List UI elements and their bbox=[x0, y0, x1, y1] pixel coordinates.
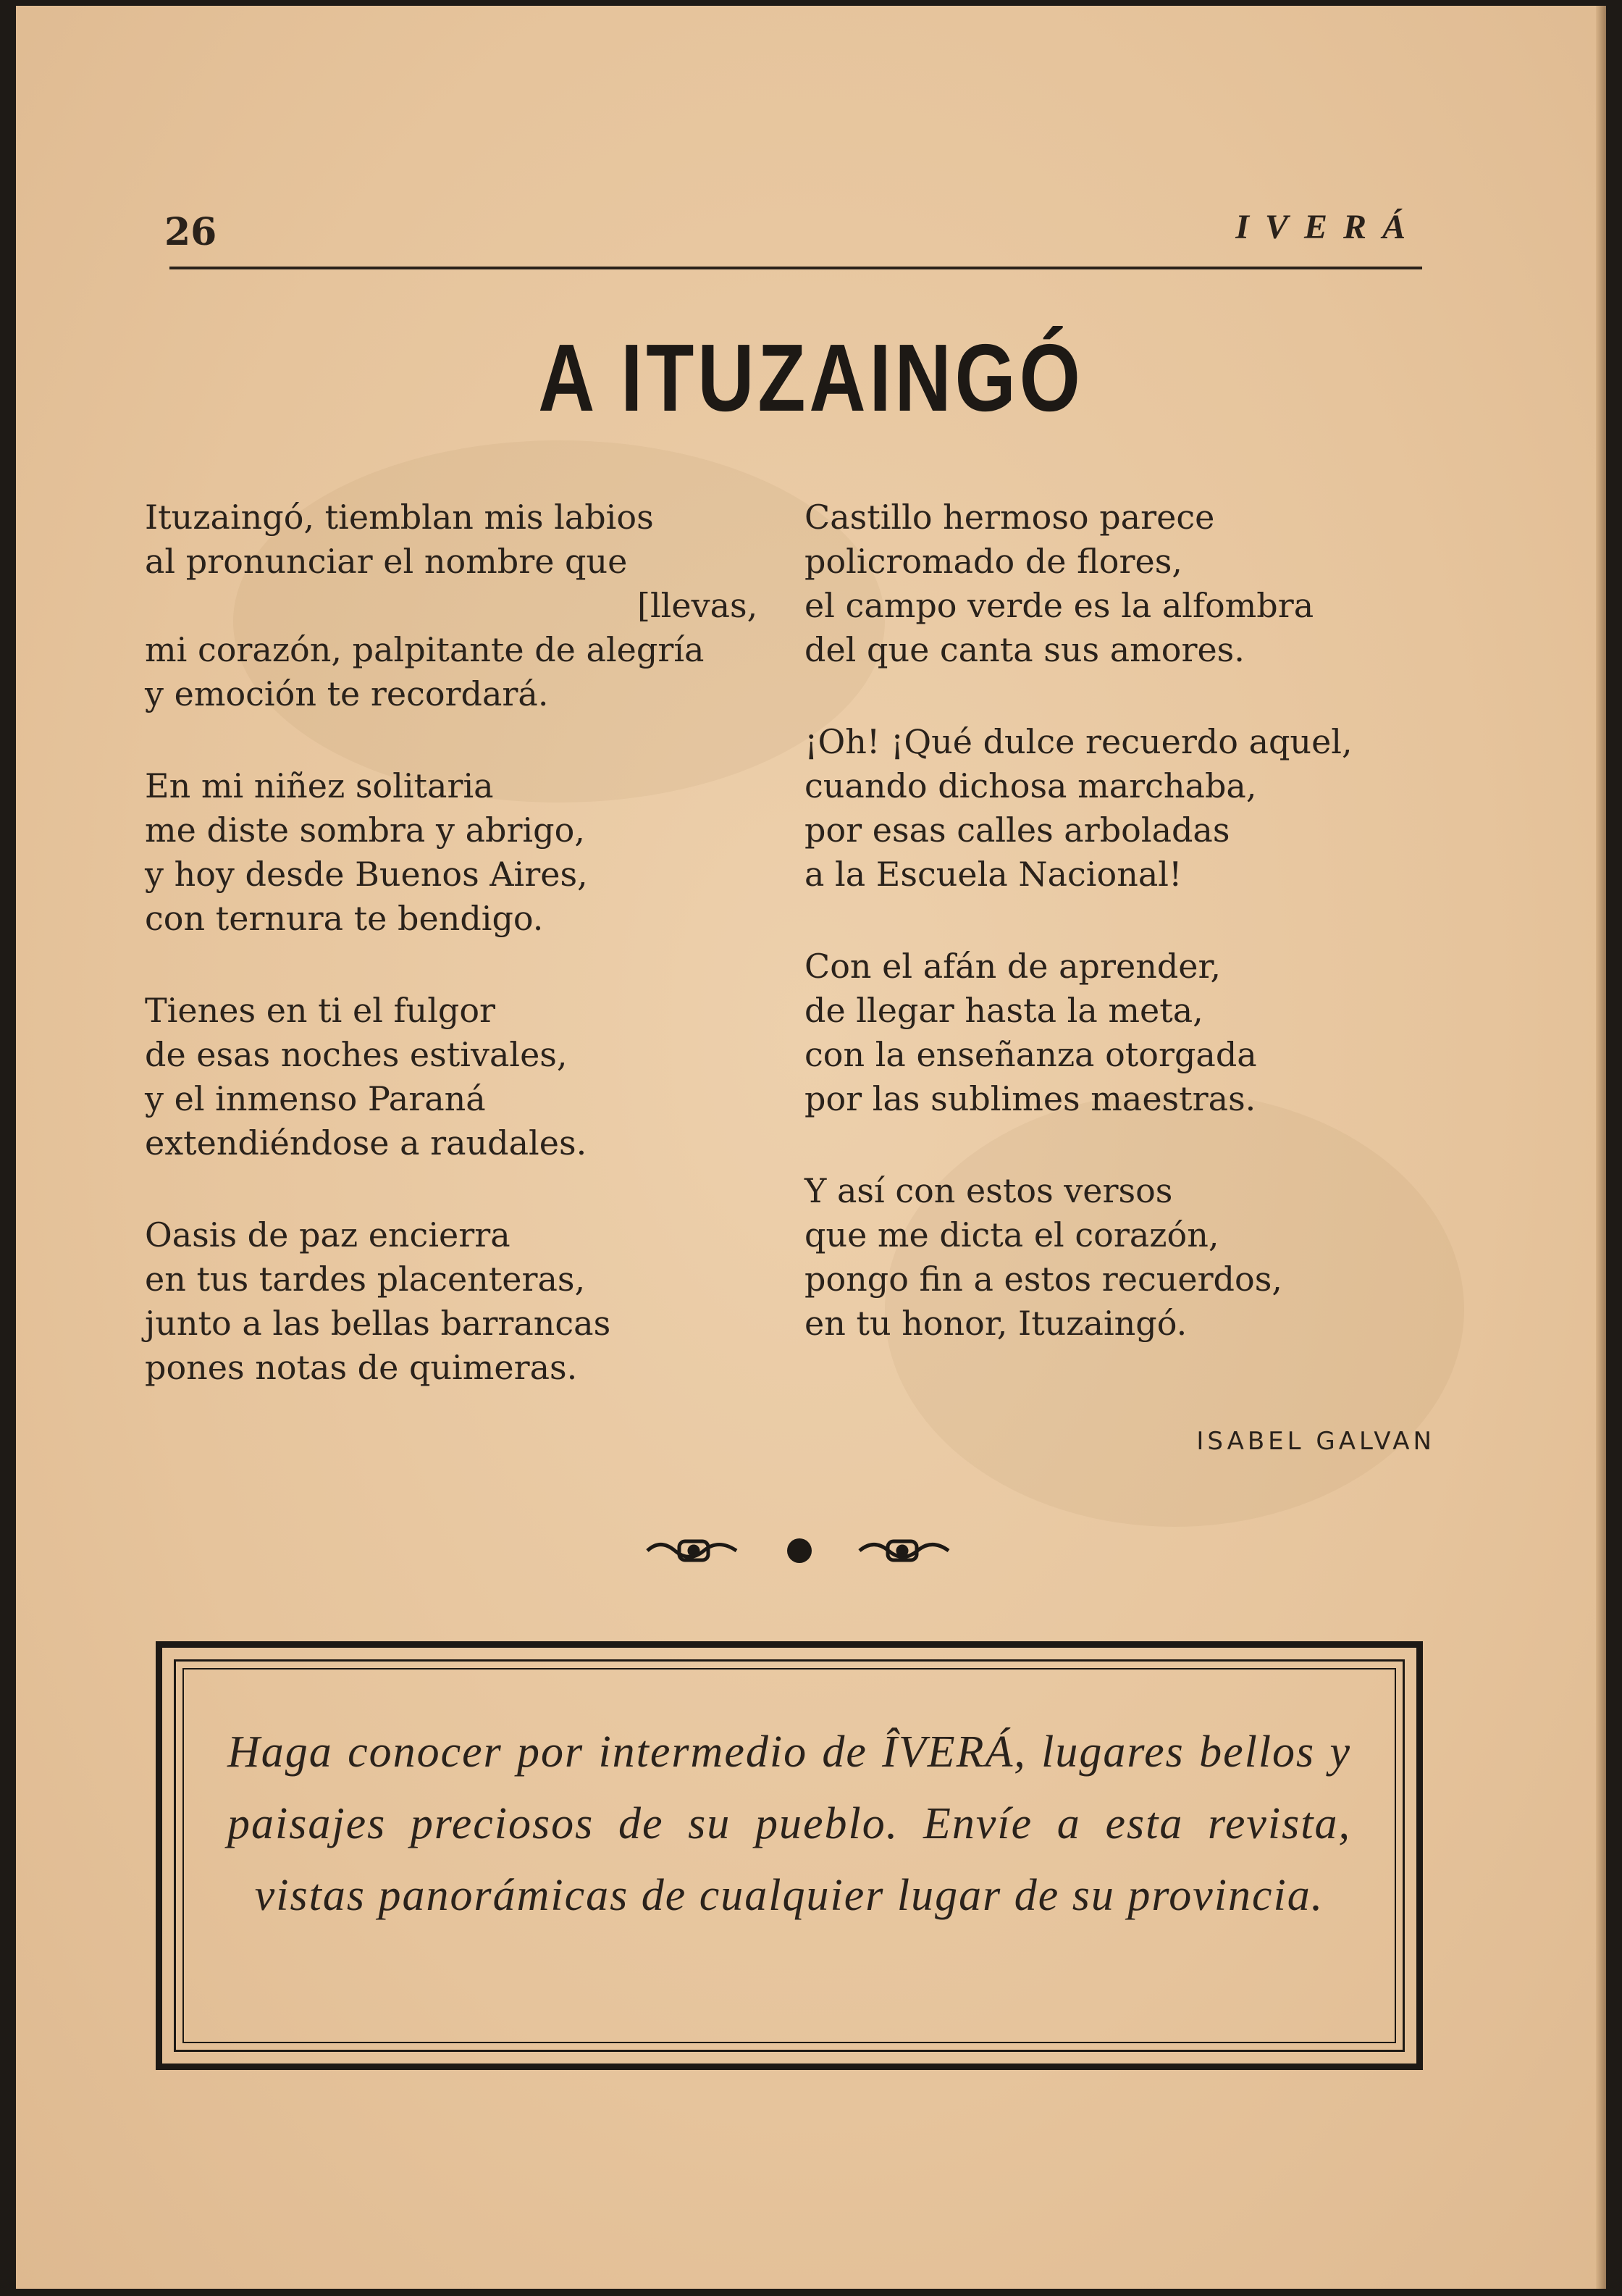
journal-title: IVERÁ bbox=[1235, 208, 1421, 246]
stanza bbox=[145, 1213, 782, 1390]
verse-line: y hoy desde Buenos Aires, bbox=[145, 855, 588, 894]
verse-line: del que canta sus amores. bbox=[804, 630, 1245, 669]
stanza bbox=[145, 495, 782, 716]
stanza bbox=[804, 720, 1442, 897]
verse-line-overflow: [llevas, bbox=[637, 586, 758, 625]
poem-left-column bbox=[145, 495, 782, 1438]
verse-line: a la Escuela Nacional! bbox=[804, 855, 1182, 894]
stanza bbox=[145, 989, 782, 1165]
verse-line: ¡Oh! ¡Qué dulce recuerdo aquel, bbox=[804, 722, 1353, 761]
verse-line: Y así con estos versos bbox=[804, 1171, 1173, 1210]
verse-line: en tus tardes placenteras, bbox=[145, 1260, 586, 1299]
verse-line: y el inmenso Paraná bbox=[145, 1079, 486, 1118]
notice-box bbox=[156, 1641, 1423, 2070]
verse-line: Oasis de paz encierra bbox=[145, 1215, 510, 1254]
verse-line: mi corazón, palpitante de alegría bbox=[145, 630, 705, 669]
verse-line: Castillo hermoso parece bbox=[804, 498, 1215, 537]
verse-line: que me dicta el corazón, bbox=[804, 1215, 1219, 1254]
stanza bbox=[804, 1169, 1442, 1346]
verse-line: en tu honor, Ituzaingó. bbox=[804, 1304, 1188, 1343]
verse-line: y emoción te recordará. bbox=[145, 674, 549, 713]
verse-line: extendiéndose a raudales. bbox=[145, 1123, 587, 1162]
verse-line: el campo verde es la alfombra bbox=[804, 586, 1314, 625]
stanza bbox=[145, 764, 782, 941]
poem-title: A ITUZAINGÓ bbox=[538, 324, 1084, 431]
verse-line: de llegar hasta la meta, bbox=[804, 991, 1203, 1030]
verse-line: pongo fin a estos recuerdos, bbox=[804, 1260, 1282, 1299]
page-edge bbox=[1596, 6, 1606, 2289]
stanza bbox=[804, 944, 1442, 1121]
verse-line: con ternura te bendigo. bbox=[145, 899, 544, 938]
ornament-right-icon bbox=[860, 1541, 949, 1560]
header-rule bbox=[169, 267, 1422, 269]
verse-line: de esas noches estivales, bbox=[145, 1035, 568, 1074]
stanza bbox=[804, 495, 1442, 672]
verse-line: por esas calles arboladas bbox=[804, 810, 1230, 850]
verse-line: con la enseñanza otorgada bbox=[804, 1035, 1257, 1074]
notice-text: Haga conocer por intermedio de ÎVERÁ, lugares bellos y paisajes preciosos de su pueblo. Envíe a esta revista, vistas panorámicas de cualquier lugar de su provincia. bbox=[227, 1727, 1351, 1920]
magazine-page bbox=[16, 6, 1606, 2289]
verse-line: junto a las bellas barrancas bbox=[145, 1304, 611, 1343]
verse-line: me diste sombra y abrigo, bbox=[145, 810, 585, 850]
ornament-center-dot-icon bbox=[787, 1538, 812, 1563]
verse-line: cuando dichosa marchaba, bbox=[804, 766, 1257, 805]
verse-line: Con el afán de aprender, bbox=[804, 947, 1222, 986]
page-number: 26 bbox=[164, 210, 217, 254]
poem-right-column bbox=[804, 495, 1442, 1394]
verse-line: pones notas de quimeras. bbox=[145, 1348, 578, 1387]
poem-author: ISABEL GALVAN bbox=[1196, 1427, 1435, 1456]
verse-line: Tienes en ti el fulgor bbox=[145, 991, 496, 1030]
verse-line: al pronunciar el nombre que bbox=[145, 542, 628, 581]
ornament-divider bbox=[646, 1533, 950, 1569]
verse-line: por las sublimes maestras. bbox=[804, 1079, 1256, 1118]
verse-line: policromado de flores, bbox=[804, 542, 1182, 581]
verse-line: En mi niñez solitaria bbox=[145, 766, 494, 805]
verse-line: Ituzaingó, tiemblan mis labios bbox=[145, 498, 654, 537]
ornament-left-icon bbox=[647, 1541, 736, 1560]
